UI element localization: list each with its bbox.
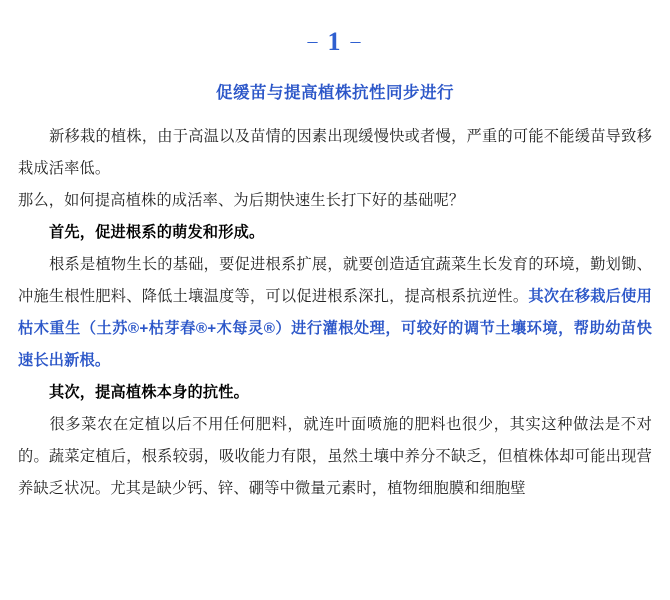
paragraph-2-text: 那么，如何提高植株的成活率、为后期快速生长打下好的基础呢？ — [18, 192, 465, 210]
paragraph-5-text: 其次，提高植株本身的抗性。 — [49, 384, 250, 402]
dash-right-decoration: – — [350, 30, 363, 52]
paragraph-5 — [18, 377, 652, 409]
paragraph-6 — [18, 409, 652, 505]
paragraph-1-text: 新移栽的植株，由于高温以及苗情的因素出现缓慢快或者慢，严重的可能不能缓苗导致移栽成活率低。 — [18, 128, 652, 178]
paragraph-4 — [18, 249, 652, 377]
paragraph-6-text: 很多菜农在定植以后不用任何肥料，就连叶面喷施的肥料也很少，其实这种做法是不对的。蔬菜定植后，根系较弱，吸收能力有限，虽然土壤中养分不缺乏，但植株体却可能出现营养缺乏状况。尤其是缺少钙、锌、硼等中微量元素时，植物细胞膜和细胞壁 — [18, 416, 652, 498]
paragraph-2 — [18, 185, 652, 217]
paragraph-3 — [18, 217, 652, 249]
section-number — [8, 26, 662, 57]
section-number-value: 1 — [327, 27, 343, 56]
paragraph-4-text: 根系是植物生长的基础，要促进根系扩展，就要创造适宜蔬菜生长发育的环境，勤划锄、冲施生根性肥料、降低土壤温度等，可以促进根系深扎，提高根系抗逆性。 — [18, 256, 652, 306]
page-title: 促缓苗与提高植株抗性同步进行 — [216, 84, 454, 103]
article-body — [8, 121, 662, 505]
paragraph-1 — [18, 121, 652, 185]
paragraph-3-text: 首先，促进根系的萌发和形成。 — [49, 224, 265, 242]
paragraph-4-highlight: 其次在移栽后使用枯木重生（土苏®+枯芽春®+木每灵®）进行灌根处理，可较好的调节土壤环境，帮助幼苗快速长出新根。 — [18, 288, 652, 370]
dash-left-decoration: – — [307, 30, 320, 52]
